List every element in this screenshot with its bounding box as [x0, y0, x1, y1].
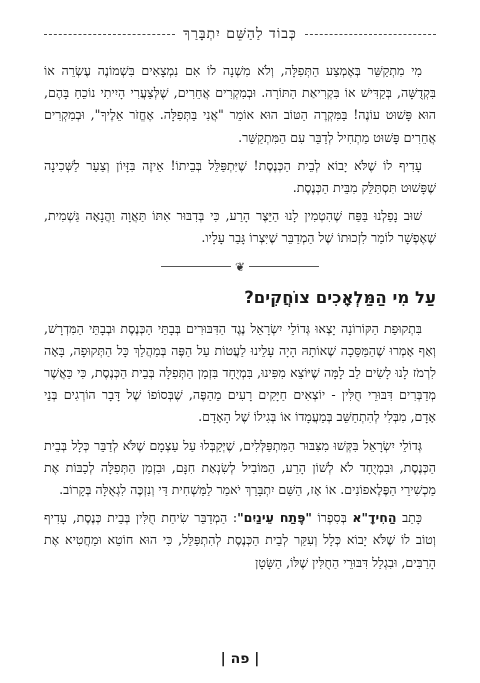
header-rule-left [44, 34, 175, 35]
paragraph [44, 507, 436, 574]
section-title: עַל מִי הַמַּלְאָכִים צוֹחֲקִים? [244, 287, 436, 307]
page-body [44, 60, 436, 580]
para-text: כָּתַב [396, 510, 422, 526]
paragraph: עָדִיף לוֹ שֶׁלֹּא יָבוֹא לְבֵית הַכְּנֶסֶת! שֶׁיִּתְפַּלֵּל בְּבֵיתוֹ! אֵיזֶה בִּזָּיוֹן וְצַעַר לַשְּׁכִינָה שֶׁפָּשׁוּט תִּסְתַּלֵּק מִבֵּית הַכְּנֶסֶת. [44, 157, 436, 196]
running-title: כְּבוֹד לַהַשֵּׁם יִתְבָּרַךְ [183, 25, 297, 42]
divider-line [249, 266, 319, 267]
flourish-icon: ❦ [234, 259, 246, 274]
paragraph: שׁוּב נָפַלְנוּ בַּפַּח שֶׁהִטְמִין לָנוּ הַיֵּצֶר הָרַע, כִּי בְּדִבּוּר אִתּוֹ תַּאֲוָה וַהֲנָאָה גַּשְׁמִית, שֶׁאֶפְשָׁר לוֹמַר לִזְכוּתוֹ שֶׁל הַמְדַבֵּר שֶׁיִּצְרוֹ גָּבַר עָלָיו. [44, 208, 436, 246]
divider-line [161, 266, 231, 267]
running-header [44, 26, 436, 42]
paragraph: מִי מִתְקַשֵּׁר בְּאֶמְצַע הַתְּפִלָּה, וְלֹא מִשְׁנָה לוֹ אִם נִמְצָאִים בִּשְׁמוֹנֶה עֶשְׂרֵה אוֹ בִּקְדֻשָּׁה, בְּקַדִּישׁ אוֹ בִּקְרִיאַת הַתּוֹרָה. וּבְמִקְרִים אֲחֵרִים, שֶׁלְּצַעֲרִי הָיִיתִי נוֹכֵחַ בָּהֶם, הוּא פָּשׁוּט עוֹנֶה! בַּמִּקְרֶה הַטּוֹב הוּא אוֹמֵר "אֲנִי בַּתְּפִלָּה. אֶחֱזֹר אֵלֶיךָ", וּבְמִקְרִים אֲחֵרִים פָּשׁוּט מַתְחִיל לְדַבֵּר עִם הַמִּתְקַשֵּׁר. [44, 63, 436, 145]
header-rule-right [305, 34, 436, 35]
section-divider [44, 260, 436, 274]
para-text: : הַמְדַבֵּר שִׂיחַת חֻלִּין בְּבֵית כְּנֶסֶת, עָדִיף וְטוֹב לוֹ שֶׁלֹּא יָבוֹא כְּלָל וְעִקַּר לְבֵית הַכְּנֶסֶת לְהִתְפַּלֵּל, כִּי הוּא חוֹטֵא וּמַחֲטִיא אֶת הָרַבִּים, וּבִגְלַל דִּבּוּרֵי הַחֻלִּין שֶׁלּוֹ, הַשָּׂטָן [44, 510, 436, 570]
paragraph: גְּדוֹלֵי יִשְׂרָאֵל בִּקְּשׁוּ מִצִּבּוּר הַמִּתְפַּלְּלִים, שֶׁיְּקַבְּלוּ עַל עַצְמָם שֶׁלֹּא לְדַבֵּר כְּלָל בְּבֵית הַכְּנֶסֶת, וּבִמְיֻחָד לֹא לְשׁוֹן הָרַע, הַמּוֹבִיל לְשִׂנְאַת חִנָּם, וּבִזְמַן הַתְּפִלָּה לְכַבּוֹת אֶת מַכְשִׁירֵי הַפֶּלֶאפוֹנִים. אוֹ אָז, הַשֵּׁם יִתְבָּרַךְ יֹאמַר לַמַּשְׁחִית דַּי וְנִזְכֶּה לִגְאֻלָּה בְּקָרוֹב. [44, 437, 436, 498]
book-title: "פֶּתַח עֵינַיִם" [237, 510, 312, 526]
para-text: בְּסִפְרוֹ [311, 510, 353, 526]
author-name: הַחִידָ"א [352, 510, 397, 526]
page-number: | פה | [220, 651, 260, 667]
paragraph: בִּתְקוּפַת הַקּוֹרוֹנָה יָצְאוּ גְּדוֹלֵי יִשְׂרָאֵל נֶגֶד הַדִּבּוּרִים בְּבָתֵּי הַכְּנֶסֶת וּבְבָתֵּי הַמִּדְרָשׁ, וְאַף אָמְרוּ שֶׁהַמַּסֵּכָה שֶׁאוֹתָהּ הָיָה עָלֵינוּ לַעֲטוֹת עַל הַפֶּה בְּמַהֲלַךְ כָּל הַתְּקוּפָה, בָּאָה לִרְמֹז לָנוּ לָשִׂים לֵב לָמָּה שֶׁיּוֹצֵא מִפִּינוּ, בִּמְיֻחָד בִּזְמַן הַתְּפִלָּה בְּבֵית הַכְּנֶסֶת, כִּי כַּאֲשֶׁר מְדַבְּרִים דִּבּוּרֵי חֻלִּין - יוֹצְאִים חַיָּקִים רָעִים מֵהַפֶּה, שֶׁבְּסוֹפוֹ שֶׁל דָּבָר הוֹרְגִים בְּנֵי אָדָם, מִבְּלִי לְהִתְחַשֵּׁב בְּמַעֲמָדוֹ אוֹ בְּגִילוֹ שֶׁל הָאָדָם. [44, 320, 436, 425]
